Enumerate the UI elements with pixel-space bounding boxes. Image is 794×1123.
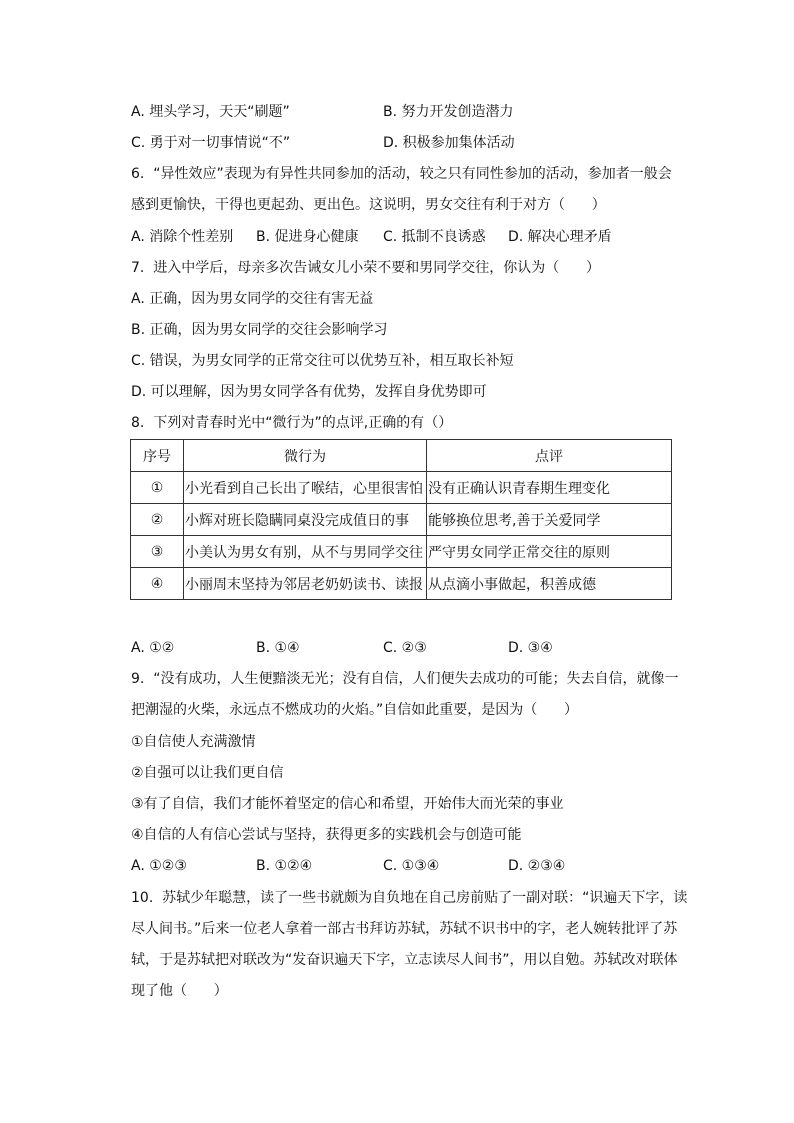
q10-stem-line2: 尽人间书。”后来一位老人拿着一部古书拜访苏轼，苏轼不识书中的字，老人婉转批评了苏 — [131, 921, 678, 937]
q9-option-a: A. ①②③ — [131, 858, 187, 874]
table-cell-index: ① — [131, 472, 184, 504]
table-header-cell: 点评 — [427, 440, 672, 472]
table-cell-behavior: 小辉对班长隐瞒同桌没完成值日的事 — [184, 504, 427, 536]
q6-stem-line1: 6. “异性效应”表现为有异性共同参加的活动，较之只有同性参加的活动，参加者一般会 — [131, 166, 672, 182]
table-cell-index: ③ — [131, 536, 184, 568]
q9-option-b: B. ①②④ — [256, 858, 313, 874]
table-cell-behavior: 小光看到自己长出了喉结，心里很害怕 — [184, 472, 427, 504]
table-row — [131, 472, 672, 504]
q8-option-a: A. ①② — [131, 640, 175, 656]
q5-option-b: B. 努力开发创造潜力 — [383, 104, 514, 120]
q5-option-d: D. 积极参加集体活动 — [383, 135, 515, 151]
q9-stem-line1: 9. “没有成功，人生便黯淡无光；没有自信，人们便失去成功的可能；失去自信，就像一 — [131, 671, 679, 687]
table-row — [131, 504, 672, 536]
table-header-cell: 微行为 — [184, 440, 427, 472]
table-cell-comment: 能够换位思考,善于关爱同学 — [427, 504, 672, 536]
q5-option-c: C. 勇于对一切事情说“不” — [131, 135, 291, 151]
q7-option-d: D. 可以理解，因为男女同学各有优势，发挥自身优势即可 — [131, 384, 487, 400]
table-cell-comment: 没有正确认识青春期生理变化 — [427, 472, 672, 504]
q8-stem: 8. 下列对青春时光中“微行为”的点评,正确的有（） — [131, 415, 453, 431]
q9-statement-3: ③有了自信，我们才能怀着坚定的信心和希望，开始伟大而光荣的事业 — [131, 796, 564, 812]
table-cell-behavior: 小丽周末坚持为邻居老奶奶读书、读报 — [184, 568, 427, 600]
q9-statement-2: ②自强可以让我们更自信 — [131, 765, 284, 781]
table-header-row — [131, 440, 672, 472]
q9-stem-line2: 把潮湿的火柴，永远点不燃成功的火焰。”自信如此重要，是因为（ ） — [131, 702, 578, 718]
table-row — [131, 536, 672, 568]
q6-option-a: A. 消除个性差别 — [131, 229, 234, 245]
q6-option-b: B. 促进身心健康 — [256, 229, 359, 245]
table-cell-index: ④ — [131, 568, 184, 600]
table-row — [131, 568, 672, 600]
q7-option-c: C. 错误，为男女同学的正常交往可以优势互补，相互取长补短 — [131, 353, 514, 369]
q8-table — [130, 439, 672, 600]
q8-option-b: B. ①④ — [256, 640, 300, 656]
q6-option-d: D. 解决心理矛盾 — [508, 229, 612, 245]
table-cell-behavior: 小美认为男女有别，从不与男同学交往 — [184, 536, 427, 568]
q7-option-b: B. 正确，因为男女同学的交往会影响学习 — [131, 322, 388, 338]
q10-stem-line3: 轼，于是苏轼把对联改为“发奋识遍天下字，立志读尽人间书”，用以自勉。苏轼改对联体 — [131, 952, 678, 968]
q9-statement-1: ①自信使人充满激情 — [131, 734, 256, 750]
q8-option-c: C. ②③ — [383, 640, 427, 656]
q8-option-d: D. ③④ — [508, 640, 553, 656]
q6-stem-line2: 感到更愉快，干得也更起劲、更出色。这说明，男女交往有利于对方（ ） — [131, 197, 606, 213]
q10-stem-line1: 10. 苏轼少年聪慧，读了一些书就颇为自负地在自己房前贴了一副对联：“识遍天下字，读 — [131, 890, 688, 906]
q9-option-c: C. ①③④ — [383, 858, 440, 874]
q7-option-a: A. 正确，因为男女同学的交往有害无益 — [131, 291, 374, 307]
table-cell-comment: 从点滴小事做起，积善成德 — [427, 568, 672, 600]
q7-stem: 7. 进入中学后，母亲多次告诫女儿小荣不要和男同学交往，你认为（ ） — [131, 260, 600, 276]
table-cell-index: ② — [131, 504, 184, 536]
q10-stem-line4: 现了他（ ） — [131, 983, 228, 999]
q5-option-a: A. 埋头学习，天天“刷题” — [131, 104, 290, 120]
table-header-cell: 序号 — [131, 440, 184, 472]
q9-statement-4: ④自信的人有信心尝试与坚持，获得更多的实践机会与创造可能 — [131, 827, 522, 843]
q9-option-d: D. ②③④ — [508, 858, 566, 874]
q6-option-c: C. 抵制不良诱惑 — [383, 229, 486, 245]
table-cell-comment: 严守男女同学正常交往的原则 — [427, 536, 672, 568]
